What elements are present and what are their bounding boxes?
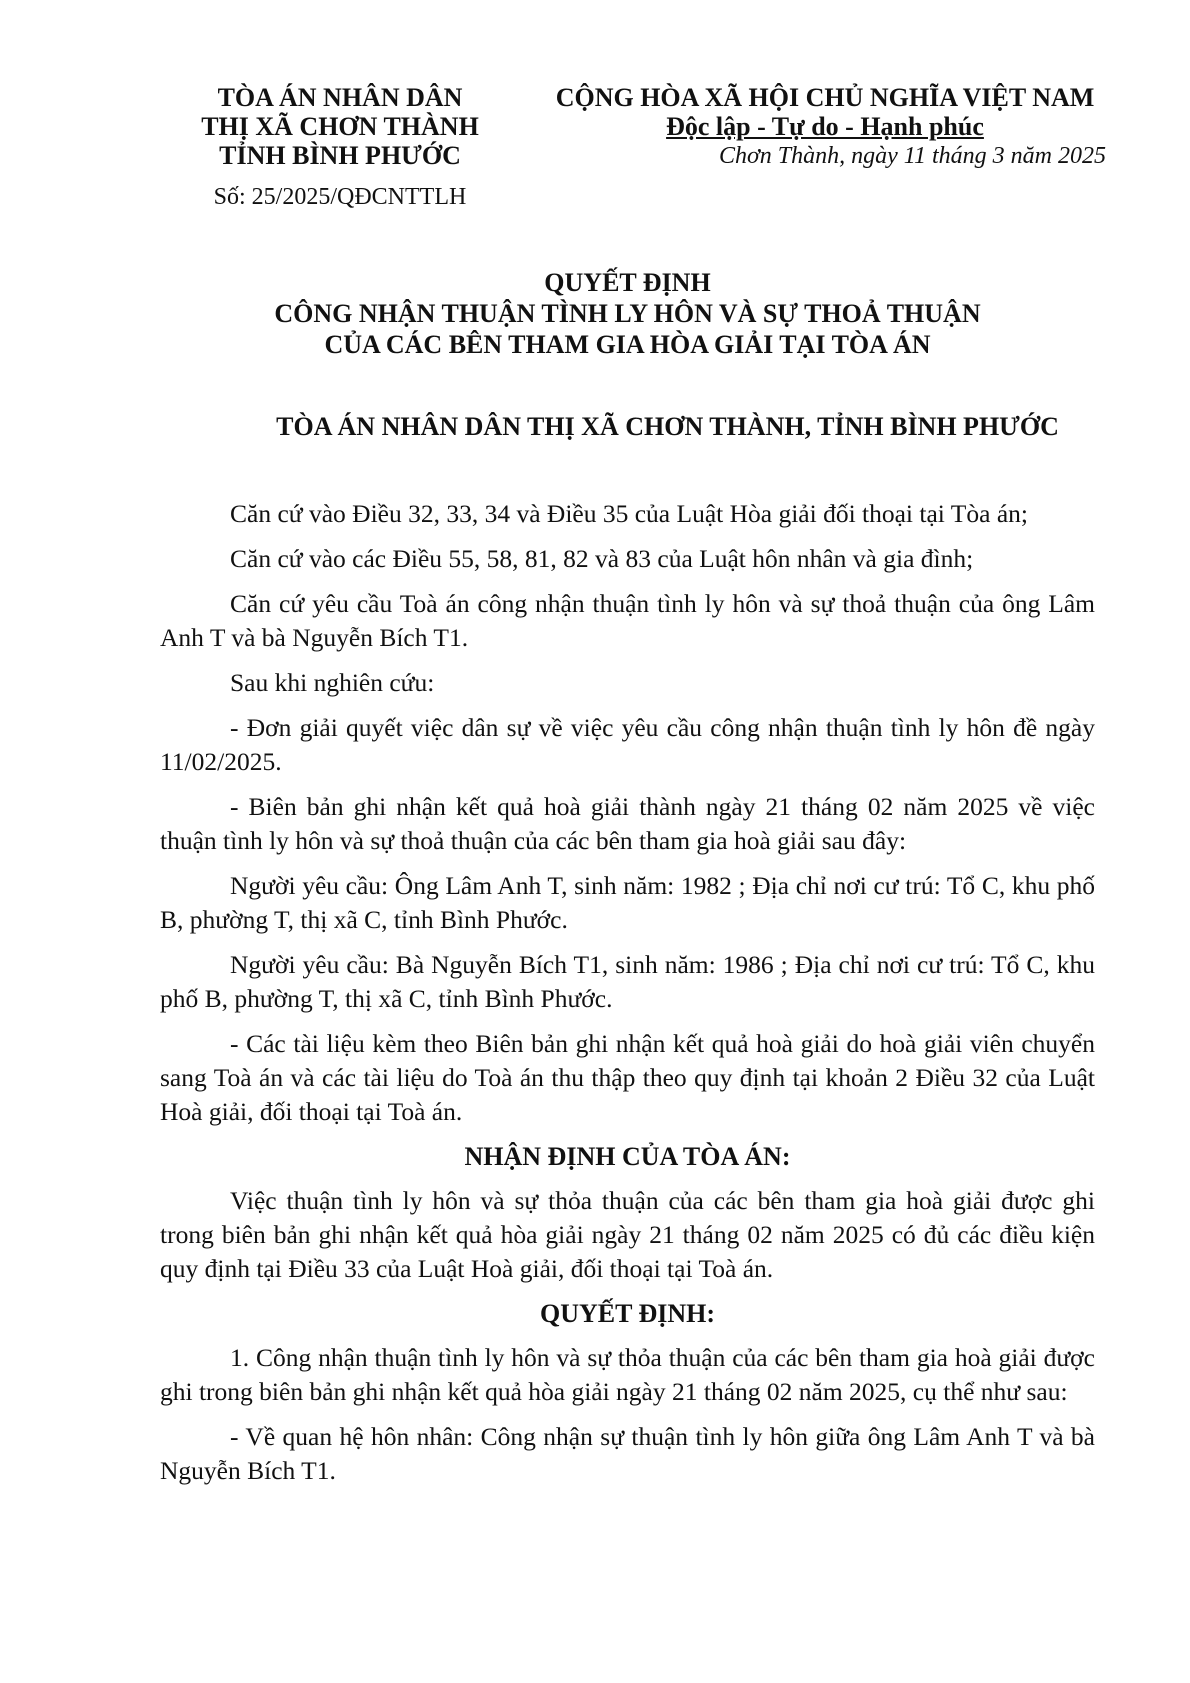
document-title: QUYẾT ĐỊNH [544, 268, 711, 297]
court-header-line-1: TÒA ÁN NHÂN DÂN [217, 83, 463, 112]
findings-paragraph: Việc thuận tình ly hôn và sự thỏa thuận của các bên tham gia hoà giải được ghi trong biên bản ghi nhận kết quả hòa giải ngày 21 tháng 02 năm 2025 có đủ các điều kiện quy định tại Điều 33 của Luật Hoà giải, đối thoại tại Toà án. [160, 1186, 1095, 1283]
issuing-court-name: TÒA ÁN NHÂN DÂN THỊ XÃ CHƠN THÀNH, TỈNH BÌNH PHƯỚC [276, 412, 1059, 441]
document-subtitle-line-1: CÔNG NHẬN THUẬN TÌNH LY HÔN VÀ SỰ THOẢ THUẬN [274, 299, 981, 328]
study-item-paragraph: - Đơn giải quyết việc dân sự về việc yêu cầu công nhận thuận tình ly hôn đề ngày 11/02/2025. [160, 713, 1095, 776]
petitioner-paragraph: Người yêu cầu: Ông Lâm Anh T, sinh năm: 1982 ; Địa chỉ nơi cư trú: Tổ C, khu phố B, phường T, thị xã C, tỉnh Bình Phước. [160, 871, 1095, 934]
study-intro-paragraph: Sau khi nghiên cứu: [230, 668, 435, 697]
decision-number: Số: 25/2025/QĐCNTTLH [213, 184, 467, 210]
petitioner-paragraph: Người yêu cầu: Bà Nguyễn Bích T1, sinh năm: 1986 ; Địa chỉ nơi cư trú: Tổ C, khu phố B, phường T, thị xã C, tỉnh Bình Phước. [160, 950, 1095, 1013]
study-item-paragraph: - Các tài liệu kèm theo Biên bản ghi nhận kết quả hoà giải do hoà giải viên chuyển sang Toà án và các tài liệu do Toà án thu thập theo quy định tại khoản 2 Điều 32 của Luật Hoà giải, đối thoại tại Toà án. [160, 1029, 1095, 1126]
section-heading-findings: NHẬN ĐỊNH CỦA TÒA ÁN: [464, 1142, 791, 1171]
section-heading-decision: QUYẾT ĐỊNH: [539, 1299, 716, 1328]
study-item-paragraph: - Biên bản ghi nhận kết quả hoà giải thành ngày 21 tháng 02 năm 2025 về việc thuận tình ly hôn và sự thoả thuận của các bên tham gia hoà giải sau đây: [160, 792, 1095, 855]
court-header-line-2: THỊ XÃ CHƠN THÀNH [201, 112, 479, 141]
document-subtitle-line-2: CỦA CÁC BÊN THAM GIA HÒA GIẢI TẠI TÒA ÁN [324, 330, 931, 359]
decision-paragraph: 1. Công nhận thuận tình ly hôn và sự thỏa thuận của các bên tham gia hoà giải được ghi trong biên bản ghi nhận kết quả hòa giải ngày 21 tháng 02 năm 2025, cụ thể như sau: [160, 1343, 1095, 1406]
national-motto [530, 112, 1120, 141]
court-header [160, 83, 520, 211]
court-header-line-3: TỈNH BÌNH PHƯỚC [219, 141, 461, 170]
nation-name: CỘNG HÒA XÃ HỘI CHỦ NGHĨA VIỆT NAM [555, 83, 1095, 112]
legal-basis-paragraph: Căn cứ yêu cầu Toà án công nhận thuận tình ly hôn và sự thoả thuận của ông Lâm Anh T và bà Nguyễn Bích T1. [160, 589, 1095, 652]
document-body [160, 497, 1095, 1499]
legal-basis-paragraph: Căn cứ vào các Điều 55, 58, 81, 82 và 83 của Luật hôn nhân và gia đình; [230, 544, 974, 573]
decision-paragraph: - Về quan hệ hôn nhân: Công nhận sự thuận tình ly hôn giữa ông Lâm Anh T và bà Nguyễn Bích T1. [160, 1422, 1095, 1485]
legal-basis-paragraph: Căn cứ vào Điều 32, 33, 34 và Điều 35 của Luật Hòa giải đối thoại tại Tòa án; [230, 499, 1028, 528]
place-and-date: Chơn Thành, ngày 11 tháng 3 năm 2025 [718, 143, 1106, 169]
nation-header [530, 83, 1120, 171]
national-motto-text: Độc lập - Tự do - Hạnh phúc [666, 112, 984, 141]
